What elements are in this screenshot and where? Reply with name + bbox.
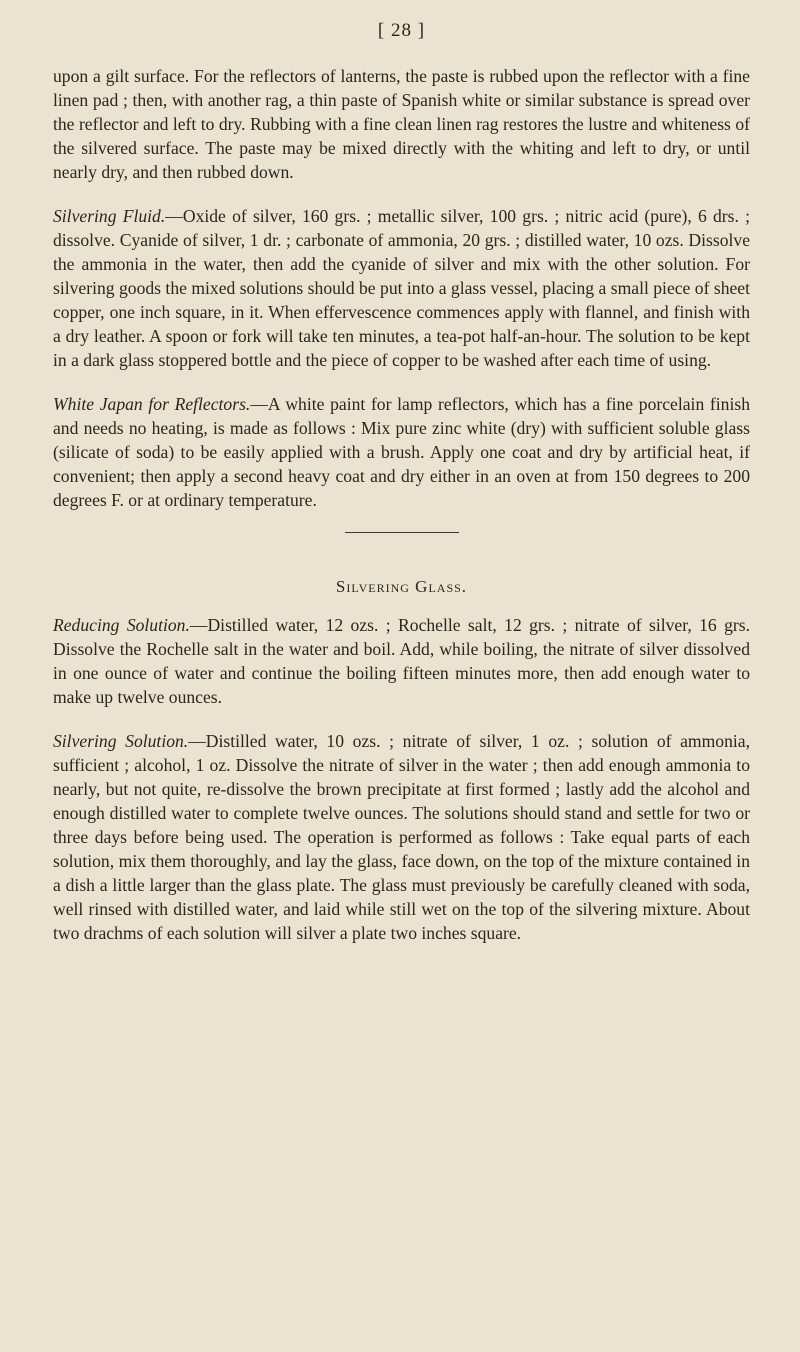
paragraph-body: —Distilled water, 12 ozs. ; Rochelle salt, 12 grs. ; nitrate of silver, 16 grs. Dissolve the Rochelle salt in the water and boil. Add, while boiling, the nitrate of silver dissolved in one ounce of water and continue the boiling fifteen minutes more, then add enough water to make up twelve ounces. (53, 615, 751, 707)
paragraph-body: —A white paint for lamp reflectors, which has a fine porcelain finish and needs no heating, is made as follows : Mix pure zinc white (dry) with sufficient soluble glass (silicate of soda) to be easily applied with a brush. Apply one coat and dry by artificial heat, if convenient; then apply a second heavy coat and dry either in an oven at from 150 degrees to 200 degrees F. or at ordinary temperature. (53, 394, 750, 510)
paragraph-white-japan (53, 392, 750, 512)
paragraph-lead: White Japan for Reflectors. (53, 394, 251, 414)
section-heading: Silvering Glass. (335, 577, 468, 596)
paragraph-lead: Reducing Solution. (53, 615, 190, 635)
paragraph-reflector-paste (53, 64, 750, 184)
paragraph-lead: Silvering Fluid. (53, 206, 166, 226)
paragraph-body: upon a gilt surface. For the reflectors of lanterns, the paste is rubbed upon the reflector with a fine linen pad ; then, with another rag, a thin paste of Spanish white or similar substance is spread over the reflector and left to dry. Rubbing with a fine clean linen rag restores the lustre and whiteness of the silvered surface. The paste may be mixed directly with the whiting and left to dry, or until nearly dry, and then rubbed down. (53, 66, 750, 182)
page-number: [ 28 ] (377, 20, 426, 41)
paragraph-silvering-solution (53, 729, 750, 945)
paragraph-body: —Distilled water, 10 ozs. ; nitrate of silver, 1 oz. ; solution of ammonia, sufficient ; alcohol, 1 oz. Dissolve the nitrate of silver in the water ; then add enough ammonia to nearly, but not quite, re-dissolve the brown precipitate at first formed ; lastly add the alcohol and enough distilled water to complete twelve ounces. The solutions should stand and settle for two or three days before being used. The operation is performed as follows : Take equal parts of each solution, mix them thoroughly, and lay the glass, face down, on the top of the mixture contained in a dish a little larger than the glass plate. The glass must previously be carefully cleaned with soda, well rinsed with distilled water, and laid while still wet on the top of the silvering mixture. About two drachms of each solution will silver a plate two inches square. (53, 731, 750, 943)
paragraph-reducing-solution (53, 613, 750, 709)
section-divider (345, 532, 459, 533)
paragraph-silvering-fluid (53, 204, 750, 372)
paragraph-lead: Silvering Solution. (53, 731, 189, 751)
paragraph-body: —Oxide of silver, 160 grs. ; metallic silver, 100 grs. ; nitric acid (pure), 6 drs. ; dissolve. Cyanide of silver, 1 dr. ; carbonate of ammonia, 20 grs. ; distilled water, 10 ozs. Dissolve the ammonia in the water, then add the cyanide of silver and mix with the other solution. For silvering goods the mixed solutions should be put into a glass vessel, placing a small piece of sheet copper, one inch square, in it. When effervescence commences apply with flannel, and finish with a dry leather. A spoon or fork will take ten minutes, a tea-pot half-an-hour. The solution to be kept in a dark glass stoppered bottle and the piece of copper to be washed after each time of using. (53, 206, 751, 370)
